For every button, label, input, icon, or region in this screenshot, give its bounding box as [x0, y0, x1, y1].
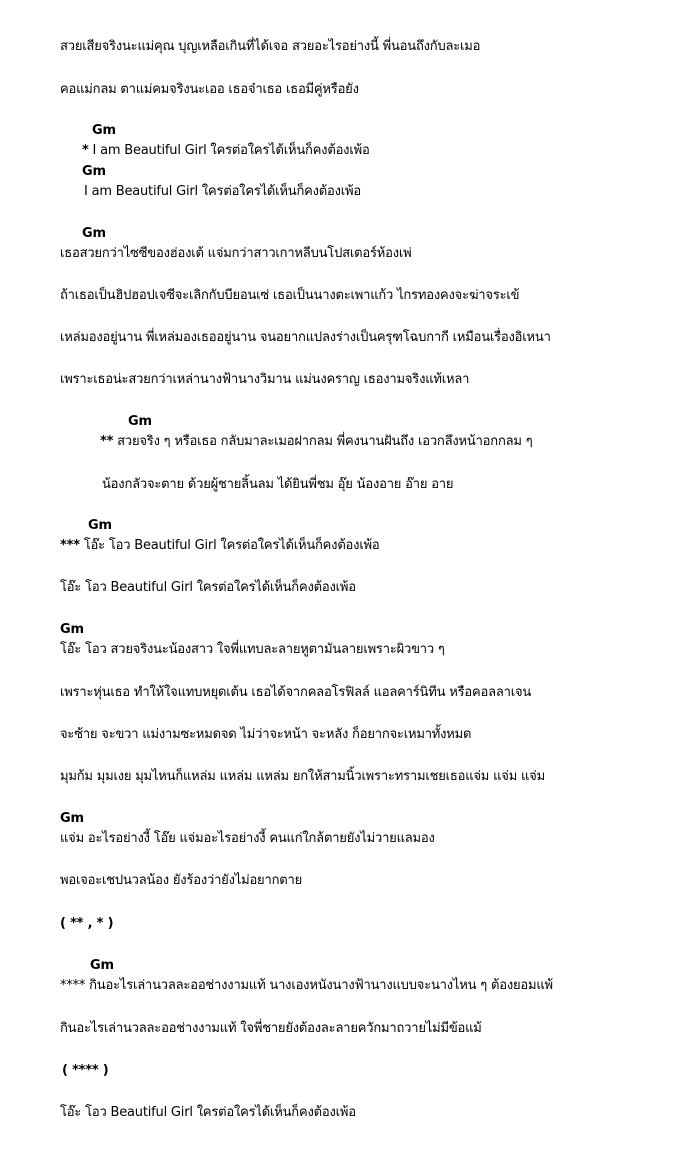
repeat-marker: ( ** , * ): [60, 916, 114, 931]
lyric-line: I am Beautiful Girl ใครต่อใครได้เห็นก็คงต้องเพ้อ: [84, 184, 362, 199]
lyric-line: พอเจอะเชปนวลน้อง ยังร้องว่ายังไม่อยากตาย: [60, 873, 303, 888]
lyric-line: คอแม่กลม ตาแม่คมจริงนะเออ เธอจ๋าเธอ เธอมีคู่หรือยัง: [60, 82, 359, 97]
lyric-text: สวยจริง ๆ หรือเธอ กลับมาละเมอฝากลม พี่คงนานฝันถึง เอวกลึงหน้าอกกลม ๆ: [113, 434, 533, 449]
lyric-line: [82, 142, 370, 160]
chord-label: Gm: [60, 622, 84, 637]
lyric-line: น้องกลัวจะตาย ด้วยผู้ชายลิ้นลม ได้ยินพี่ชม อุ๊ย น้องอาย อ๊าย อาย: [102, 477, 454, 492]
lyric-line: [60, 977, 553, 995]
lyric-line: โอ๊ะ โอว Beautiful Girl ใครต่อใครได้เห็นก็คงต้องเพ้อ: [60, 1105, 356, 1120]
chord-label: Gm: [90, 958, 114, 973]
chord-label: Gm: [92, 123, 116, 138]
lyric-line: มุมก้ม มุมเงย มุมไหนก็แหล่ม แหล่ม แหล่ม ยกให้สามนิ้วเพราะทรามเชยเธอแจ่ม แจ่ม แจ่ม: [60, 769, 545, 784]
lyric-text: โอ๊ะ โอว Beautiful Girl ใครต่อใครได้เห็นก็คงต้องเพ้อ: [79, 538, 380, 553]
chord-label: Gm: [60, 811, 84, 826]
lyric-text: I am Beautiful Girl ใครต่อใครได้เห็นก็คงต้องเพ้อ: [88, 143, 370, 158]
lyric-line: [60, 537, 380, 555]
lyric-line: เหล่มองอยู่นาน พี่เหล่มองเธออยู่นาน จนอยากแปลงร่างเป็นครุฑโฉบกากี เหมือนเรื่องอิเหนา: [60, 330, 551, 345]
lyric-line: เพราะหุ่นเธอ ทำให้ใจแทบหยุดเต้น เธอได้จากคลอโรฟิลล์ แอลคาร์นิทีน หรือคอลลาเจน: [60, 685, 532, 700]
lyric-line: เธอสวยกว่าไซซีของฮ่องเต้ แจ่มกว่าสาวเกาหลีบนโปสเตอร์ห้องเพ่: [60, 246, 412, 261]
section-marker: ****: [60, 978, 86, 993]
section-marker: **: [100, 434, 114, 449]
chord-label: Gm: [128, 414, 152, 429]
lyric-line: แจ่ม อะไรอย่างงี้ โอ๊ย แจ่มอะไรอย่างงี้ คนแก่ใกล้ตายยังไม่วายแลมอง: [60, 831, 435, 846]
repeat-marker: ( **** ): [62, 1063, 109, 1078]
section-marker: *: [82, 143, 89, 158]
lyric-line: โอ๊ะ โอว สวยจริงนะน้องสาว ใจพี่แทบละลายหูตามันลายเพราะผิวขาว ๆ: [60, 642, 445, 657]
section-marker: ***: [60, 538, 80, 553]
lyric-line: จะซ้าย จะขวา แม่งามซะหมดจด ไม่ว่าจะหน้า จะหลัง ก็อยากจะเหมาทั้งหมด: [60, 727, 472, 742]
lyric-line: กินอะไรเล่านวลละออช่างงามแท้ ใจพี่ชายยังต้องละลายควักมาถวายไม่มีข้อแม้: [60, 1021, 482, 1036]
lyric-text: กินอะไรเล่านวลละออช่างงามแท้ นางเองหนังนางฟ้านางแบบจะนางไหน ๆ ต้องยอมแพ้: [85, 978, 553, 993]
lyric-line: สวยเสียจริงนะแม่คุณ บุญเหลือเกินที่ได้เจอ สวยอะไรอย่างนี้ พี่นอนถึงกับละเมอ: [60, 39, 481, 54]
chord-label: Gm: [82, 164, 106, 179]
lyric-line: เพราะเธอน่ะสวยกว่าเหล่านางฟ้านางวิมาน แม่นงคราญ เธองามจริงแท้เหลา: [60, 372, 470, 387]
lyric-line: ถ้าเธอเป็นฮิปฮอปเจซีจะเลิกกับบียอนเซ่ เธอเป็นนางตะเพาแก้ว ไกรทองคงจะฆ่าจระเข้: [60, 288, 520, 303]
lyric-line: โอ๊ะ โอว Beautiful Girl ใครต่อใครได้เห็นก็คงต้องเพ้อ: [60, 580, 356, 595]
chord-label: Gm: [82, 226, 106, 241]
lyric-line: [100, 433, 532, 451]
chord-label: Gm: [88, 518, 112, 533]
